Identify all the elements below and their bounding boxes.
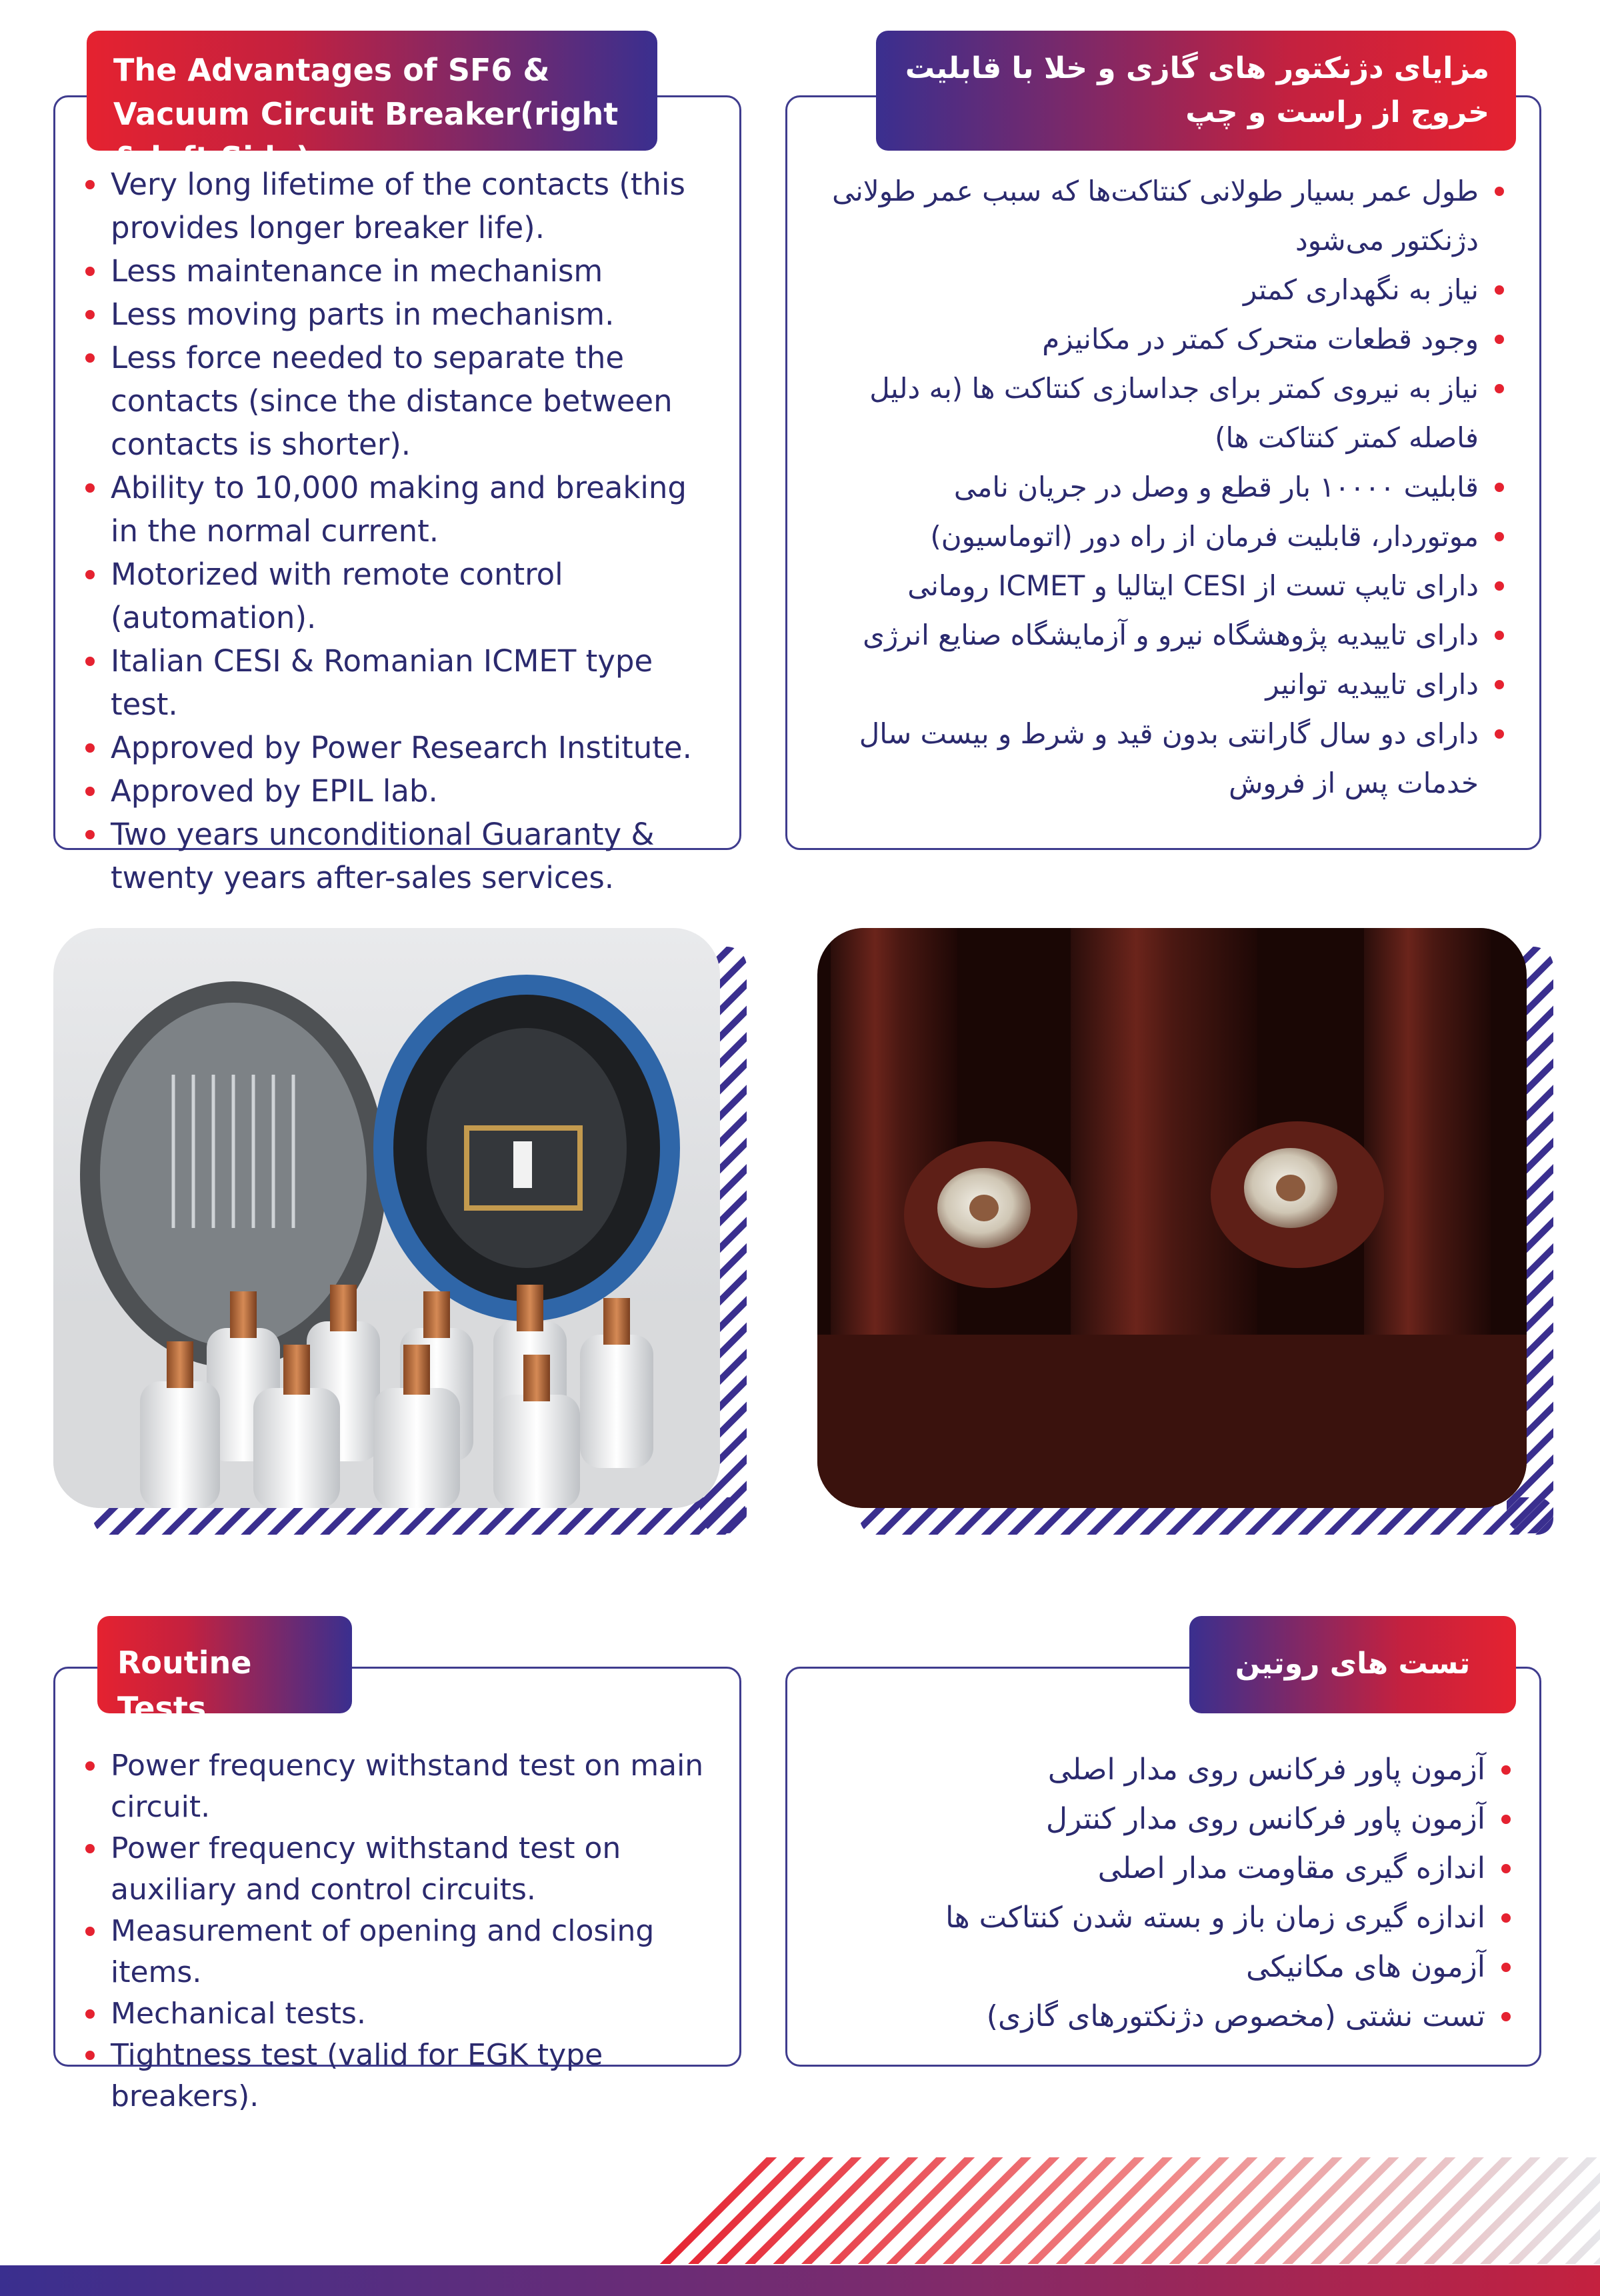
routine-fa-title-tag [1189, 1616, 1516, 1713]
list-item: آزمون پاور فرکانس روی مدار اصلی [827, 1745, 1513, 1795]
list-item: نیاز به نیروی کمتر برای جداسازی کنتاکت ها (به دلیل فاصله کمتر کنتاکت ها) [800, 364, 1507, 463]
advantages-en-title: The Advantages of SF6 & Vacuum Circuit Breaker(right & left Side) [113, 52, 619, 176]
list-item: Motorized with remote control (automation). [83, 553, 709, 639]
list-item: Very long lifetime of the contacts (this provides longer breaker life). [83, 163, 709, 249]
list-item: Power frequency withstand test on auxiliary and control circuits. [83, 1828, 729, 1911]
list-item: دارای تاییدیه توانیر [800, 660, 1507, 709]
list-item: تست نشتی (مخصوص دژنکتورهای گازی) [827, 1992, 1513, 2041]
list-item: دارای تایپ تست از CESI ایتالیا و ICMET رومانی [800, 561, 1507, 611]
list-item: Mechanical tests. [83, 1993, 729, 2035]
list-item: اندازه گیری زمان باز و بسته شدن کنتاکت ها [827, 1893, 1513, 1943]
routine-en-list [83, 1745, 729, 2117]
list-item: Two years unconditional Guaranty & twenty years after-sales services. [83, 813, 709, 899]
vacuum-chamber-photo [53, 928, 720, 1508]
list-item: نیاز به نگهداری کمتر [800, 265, 1507, 315]
list-item: Less moving parts in mechanism. [83, 293, 709, 336]
list-item: دارای تاییدیه پژوهشگاه نیرو و آزمایشگاه صنایع انرژی [800, 611, 1507, 660]
list-item: Less force needed to separate the contacts (since the distance between contacts is shorter). [83, 336, 709, 466]
breaker-bushings-photo [817, 928, 1527, 1508]
list-item: Ability to 10,000 making and breaking in the normal current. [83, 466, 709, 553]
list-item: Approved by Power Research Institute. [83, 726, 709, 769]
list-item: آزمون پاور فرکانس روی مدار کنترل [827, 1795, 1513, 1844]
vacuum-chamber-image [53, 928, 720, 1508]
list-item: دارای دو سال گارانتی بدون قید و شرط و بیست سال خدمات پس از فروش [800, 709, 1507, 808]
list-item: Measurement of opening and closing items. [83, 1911, 729, 1993]
list-item: آزمون های مکانیکی [827, 1943, 1513, 1992]
advantages-fa-list [800, 167, 1507, 808]
list-item: اندازه گیری مقاومت مدار اصلی [827, 1844, 1513, 1893]
list-item: موتوردار، قابلیت فرمان از راه دور (اتوماسیون) [800, 512, 1507, 561]
advantages-en-title-tag [87, 31, 657, 176]
list-item: Power frequency withstand test on main circuit. [83, 1745, 729, 1828]
routine-fa-title: تست های روتین [1235, 1647, 1471, 1681]
routine-en-title-tag [97, 1616, 352, 1726]
footer-stripe-decor [653, 2157, 1600, 2264]
footer-bar [0, 2265, 1600, 2296]
advantages-fa-title-tag [876, 31, 1516, 151]
breaker-bushings-image [817, 928, 1527, 1508]
advantages-en-list [83, 163, 709, 899]
routine-fa-list [827, 1745, 1513, 2041]
list-item: طول عمر بسیار طولانی کنتاکت‌ها که سبب عمر طولانی دژنکتور می‌شود [800, 167, 1507, 265]
list-item: Italian CESI & Romanian ICMET type test. [83, 639, 709, 726]
list-item: Tightness test (valid for EGK type breakers). [83, 2035, 729, 2117]
advantages-fa-title: مزایای دژنکتور های گازی و خلا با قابلیت خروج از راست و چپ [905, 51, 1489, 129]
list-item: قابلیت ۱۰۰۰۰ بار قطع و وصل در جریان نامی [800, 463, 1507, 512]
routine-en-title: Routine Tests [117, 1645, 252, 1726]
list-item: وجود قطعات متحرک کمتر در مکانیزم [800, 315, 1507, 364]
list-item: Less maintenance in mechanism [83, 249, 709, 293]
list-item: Approved by EPIL lab. [83, 769, 709, 813]
